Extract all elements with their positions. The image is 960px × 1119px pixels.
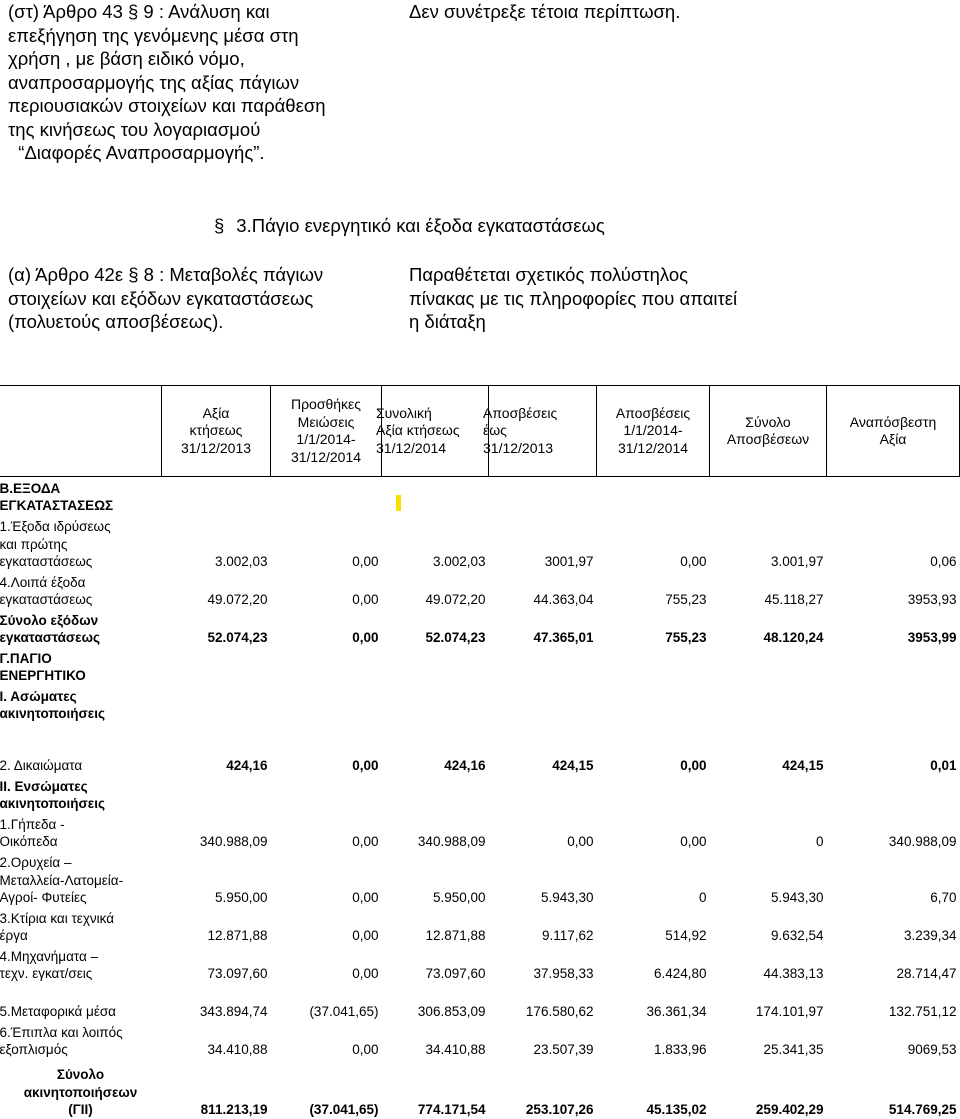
text-line: Δεν συνέτρεξε τέτοια περίπτωση. bbox=[409, 1, 681, 22]
header-line: 1/1/2014- bbox=[623, 422, 683, 439]
value-cell bbox=[271, 685, 382, 723]
label-line: Σύνολο εξόδων bbox=[0, 612, 99, 628]
value-cell: 0,00 bbox=[680, 758, 707, 773]
value-cell: 174.101,97 bbox=[755, 1004, 824, 1019]
value-cell bbox=[597, 775, 710, 813]
header-line: Αναπόσβεστη bbox=[849, 413, 937, 430]
value-cell bbox=[710, 477, 827, 515]
header-line: κτήσεως bbox=[189, 422, 243, 439]
value-cell bbox=[597, 477, 710, 515]
label-line: Β.ΕΞΟΔΑ bbox=[0, 480, 61, 496]
value-cell bbox=[382, 477, 489, 515]
row-label bbox=[0, 907, 162, 945]
row-label bbox=[0, 571, 162, 609]
value-cell: 253.107,26 bbox=[525, 1102, 594, 1117]
label-line: και πρώτης bbox=[0, 536, 68, 552]
value-cell bbox=[162, 477, 271, 515]
value-cell: 25.341,35 bbox=[763, 1042, 824, 1057]
value-cell bbox=[382, 685, 489, 723]
value-cell: 340.988,09 bbox=[888, 834, 957, 849]
text-line: η διάταξη bbox=[409, 311, 486, 332]
header-line: 1/1/2014- bbox=[296, 431, 356, 447]
value-cell: 0,00 bbox=[352, 1042, 379, 1057]
label-line: εγκαταστάσεως bbox=[0, 554, 93, 569]
value-cell: 5.943,30 bbox=[770, 890, 824, 905]
value-cell: 514.769,25 bbox=[888, 1102, 957, 1117]
value-cell: (37.041,65) bbox=[309, 1004, 379, 1019]
table-row bbox=[0, 813, 960, 851]
column-header bbox=[0, 386, 162, 477]
label-line: εγκαταστάσεως bbox=[0, 592, 93, 607]
table-row bbox=[0, 647, 960, 685]
value-cell: 3953,93 bbox=[907, 592, 957, 607]
text-line: χρήση , με βάση ειδικό νόμο, bbox=[8, 48, 245, 69]
value-cell: 6.424,80 bbox=[653, 966, 707, 981]
article-42e-paragraph bbox=[8, 263, 368, 334]
column-header bbox=[483, 386, 597, 477]
label-line: (ΓΙΙ) bbox=[68, 1102, 93, 1117]
article-42e-answer bbox=[409, 263, 829, 334]
text-line: (α) Άρθρο 42ε § 8 : Μεταβολές πάγιων bbox=[8, 264, 324, 285]
value-cell: 0,00 bbox=[352, 758, 379, 773]
text-line: “Διαφορές Αναπροσαρμογής”. bbox=[8, 142, 265, 163]
column-header bbox=[271, 386, 382, 477]
value-cell: 0,00 bbox=[352, 966, 379, 981]
text-line: της κινήσεως του λογαριασμού bbox=[8, 118, 261, 140]
value-cell: 5.950,00 bbox=[214, 890, 268, 905]
value-cell: 48.120,24 bbox=[763, 630, 824, 645]
table-row bbox=[0, 907, 960, 945]
value-cell: 12.871,88 bbox=[207, 928, 268, 943]
label-line: ΕΓΚΑΤΑΣΤΑΣΕΩΣ bbox=[0, 498, 114, 513]
value-cell bbox=[489, 775, 597, 813]
value-cell: 3.001,97 bbox=[770, 554, 824, 569]
header-line: Προσθήκες bbox=[290, 396, 362, 412]
label-line: εξοπλισμός bbox=[0, 1042, 68, 1057]
value-cell: 343.894,74 bbox=[199, 1004, 268, 1019]
row-label bbox=[0, 813, 162, 851]
value-cell: 340.988,09 bbox=[199, 834, 268, 849]
value-cell: 424,16 bbox=[444, 758, 486, 773]
value-cell: 424,15 bbox=[782, 758, 824, 773]
value-cell: 0,06 bbox=[930, 554, 957, 569]
row-label bbox=[0, 945, 162, 983]
value-cell bbox=[710, 775, 827, 813]
label-line: Αγροί- Φυτείες bbox=[0, 890, 87, 905]
value-cell: 259.402,29 bbox=[755, 1102, 824, 1117]
label-line: 3.Κτίρια και τεχνικά bbox=[0, 910, 115, 926]
value-cell bbox=[162, 685, 271, 723]
header-line: Μειώσεις bbox=[297, 413, 355, 430]
value-cell: 12.871,88 bbox=[425, 928, 486, 943]
value-cell: 0,00 bbox=[352, 928, 379, 943]
label-line: Μεταλλεία-Λατομεία- bbox=[0, 872, 124, 888]
label-line: 5.Μεταφορικά μέσα bbox=[0, 1004, 116, 1019]
header-line: 31/12/2014 bbox=[376, 439, 447, 456]
value-cell: 0,00 bbox=[352, 592, 379, 607]
column-header bbox=[597, 386, 710, 477]
row-label bbox=[0, 723, 162, 775]
label-line: ΙΙ. Ενσώματες bbox=[0, 778, 88, 794]
label-line: 4.Μηχανήματα – bbox=[0, 948, 99, 964]
table-row bbox=[0, 723, 960, 775]
value-cell bbox=[710, 685, 827, 723]
label-line: ακινητοποιήσεις bbox=[0, 706, 105, 721]
value-cell: 0,00 bbox=[352, 890, 379, 905]
value-cell: 811.213,19 bbox=[200, 1102, 268, 1117]
value-cell: 9.632,54 bbox=[770, 928, 824, 943]
value-cell: (37.041,65) bbox=[309, 1102, 379, 1117]
value-cell: 34.410,88 bbox=[425, 1042, 486, 1057]
value-cell bbox=[827, 647, 960, 685]
column-header bbox=[710, 386, 827, 477]
value-cell bbox=[162, 647, 271, 685]
value-cell: 424,16 bbox=[226, 758, 268, 773]
value-cell: 755,23 bbox=[665, 592, 707, 607]
value-cell: 1.833,96 bbox=[653, 1042, 707, 1057]
value-cell bbox=[827, 477, 960, 515]
header-line: Αποσβέσεις bbox=[615, 404, 691, 421]
value-cell bbox=[827, 685, 960, 723]
value-cell: 0 bbox=[698, 890, 707, 905]
section-heading bbox=[214, 215, 605, 237]
text-line: στοιχείων και εξόδων εγκαταστάσεως bbox=[8, 287, 314, 309]
value-cell: 3953,99 bbox=[907, 630, 957, 645]
header-line: Αξία bbox=[879, 431, 907, 447]
column-header bbox=[376, 386, 489, 477]
value-cell: 0,00 bbox=[680, 834, 707, 849]
value-cell: 36.361,34 bbox=[646, 1004, 707, 1019]
value-cell: 52.074,23 bbox=[207, 630, 268, 645]
table-row bbox=[0, 571, 960, 609]
row-label bbox=[0, 477, 162, 515]
text-line: (στ) Άρθρο 43 § 9 : Ανάλυση και bbox=[8, 1, 270, 22]
value-cell: 0,00 bbox=[352, 834, 379, 849]
value-cell: 23.507,39 bbox=[533, 1042, 594, 1057]
value-cell: 3001,97 bbox=[544, 554, 594, 569]
value-cell: 37.958,33 bbox=[533, 966, 594, 981]
label-line: 6.Έπιπλα και λοιπός bbox=[0, 1024, 123, 1040]
value-cell: 0,01 bbox=[930, 758, 957, 773]
label-line: Γ.ΠΑΓΙΟ bbox=[0, 650, 52, 666]
row-label bbox=[0, 685, 162, 723]
header-line: 31/12/2013 bbox=[483, 439, 554, 456]
value-cell: 47.365,01 bbox=[533, 630, 594, 645]
table-row bbox=[0, 945, 960, 983]
value-cell bbox=[597, 685, 710, 723]
label-line: Ι. Ασώματες bbox=[0, 688, 77, 704]
value-cell: 514,92 bbox=[665, 928, 707, 943]
value-cell: 0,00 bbox=[680, 554, 707, 569]
column-header bbox=[162, 386, 271, 477]
value-cell: 0,00 bbox=[352, 554, 379, 569]
value-cell bbox=[162, 775, 271, 813]
value-cell: 0,00 bbox=[352, 630, 379, 645]
value-cell: 424,15 bbox=[552, 758, 594, 773]
value-cell: 28.714,47 bbox=[896, 966, 957, 981]
label-line: έργα bbox=[0, 928, 28, 943]
header-line: Αποσβέσεων bbox=[726, 431, 810, 447]
value-cell: 44.363,04 bbox=[533, 592, 594, 607]
value-cell bbox=[382, 647, 489, 685]
table-row bbox=[0, 609, 960, 647]
header-line: Σύνολο bbox=[745, 413, 791, 430]
value-cell: 340.988,09 bbox=[417, 834, 486, 849]
value-cell: 44.383,13 bbox=[763, 966, 824, 981]
value-cell: 755,23 bbox=[665, 630, 707, 645]
label-line: εγκαταστάσεως bbox=[0, 630, 100, 645]
section-sign-icon: § bbox=[214, 215, 225, 236]
header-line: Αξία κτήσεως bbox=[376, 422, 460, 439]
value-cell: 45.135,02 bbox=[646, 1102, 707, 1117]
text-line: (πολυετούς αποσβέσεως). bbox=[8, 311, 224, 332]
value-cell: 3.002,03 bbox=[214, 554, 268, 569]
label-line: 1.Έξοδα ιδρύσεως bbox=[0, 519, 111, 534]
row-label bbox=[0, 775, 162, 813]
label-line: 4.Λοιπά έξοδα bbox=[0, 574, 86, 590]
label-line: ακινητοποιήσεις bbox=[0, 796, 105, 811]
fixed-assets-table bbox=[0, 385, 960, 1119]
article-43-paragraph bbox=[8, 0, 388, 165]
value-cell bbox=[597, 647, 710, 685]
header-line: 31/12/2014 bbox=[290, 448, 362, 465]
value-cell: 9.117,62 bbox=[541, 928, 594, 943]
value-cell: 73.097,60 bbox=[207, 966, 268, 981]
table-row bbox=[0, 983, 960, 1021]
row-label bbox=[0, 609, 162, 647]
value-cell: 774.171,54 bbox=[417, 1102, 486, 1117]
value-cell: 176.580,62 bbox=[525, 1004, 594, 1019]
value-cell bbox=[710, 647, 827, 685]
label-line: ΕΝΕΡΓΗΤΙΚΟ bbox=[0, 668, 86, 683]
value-cell: 49.072,20 bbox=[425, 592, 486, 607]
label-line: ακινητοποιήσεων bbox=[23, 1084, 138, 1100]
header-line: Αξία bbox=[202, 404, 230, 421]
table-row bbox=[0, 515, 960, 571]
value-cell bbox=[382, 775, 489, 813]
row-label bbox=[0, 647, 162, 685]
table-header-row bbox=[0, 386, 960, 477]
row-label bbox=[0, 983, 162, 1021]
header-line: 31/12/2014 bbox=[617, 439, 689, 456]
row-label bbox=[0, 851, 162, 907]
value-cell bbox=[489, 477, 597, 515]
value-cell bbox=[827, 775, 960, 813]
section-title: 3.Πάγιο ενεργητικό και έξοδα εγκαταστάσεως bbox=[236, 215, 605, 236]
value-cell: 5.943,30 bbox=[540, 890, 594, 905]
text-line: επεξήγηση της γενόμενης μέσα στη bbox=[8, 24, 299, 46]
value-cell: 52.074,23 bbox=[425, 630, 486, 645]
value-cell: 132.751,12 bbox=[888, 1004, 957, 1019]
label-line: 2.Ορυχεία – bbox=[0, 855, 72, 870]
row-label bbox=[0, 515, 162, 571]
label-line: τεχν. εγκατ/σεις bbox=[0, 966, 93, 981]
table-row bbox=[0, 775, 960, 813]
text-line: περιουσιακών στοιχείων και παράθεση bbox=[8, 95, 326, 116]
text-line: πίνακας με τις πληροφορίες που απαιτεί bbox=[409, 287, 738, 309]
header-line: έως bbox=[483, 422, 507, 439]
label-line: Οικόπεδα bbox=[0, 834, 58, 849]
value-cell: 73.097,60 bbox=[425, 966, 486, 981]
value-cell: 0,00 bbox=[567, 834, 594, 849]
value-cell: 45.118,27 bbox=[764, 592, 824, 607]
text-line: αναπροσαρμογής της αξίας πάγιων bbox=[8, 71, 300, 93]
table-row bbox=[0, 685, 960, 723]
value-cell bbox=[271, 647, 382, 685]
text-line: Παραθέτεται σχετικός πολύστηλος bbox=[409, 264, 689, 285]
table-row bbox=[0, 1021, 960, 1059]
value-cell: 5.950,00 bbox=[432, 890, 486, 905]
table-row bbox=[0, 851, 960, 907]
header-line: 31/12/2013 bbox=[180, 439, 252, 456]
value-cell bbox=[489, 685, 597, 723]
table-row bbox=[0, 477, 960, 515]
table-row bbox=[0, 1059, 960, 1119]
row-label bbox=[0, 1021, 162, 1059]
article-43-answer bbox=[409, 0, 929, 24]
header-line: Αποσβέσεις bbox=[483, 404, 558, 421]
header-line: Συνολική bbox=[376, 404, 432, 421]
label-line: 2. Δικαιώματα bbox=[0, 758, 83, 773]
value-cell bbox=[271, 477, 382, 515]
value-cell: 9069,53 bbox=[907, 1042, 957, 1057]
value-cell bbox=[489, 647, 597, 685]
value-cell: 3.239,34 bbox=[903, 928, 957, 943]
value-cell: 0 bbox=[815, 834, 824, 849]
row-label bbox=[0, 1059, 162, 1119]
label-line: 1.Γήπεδα - bbox=[0, 816, 65, 832]
value-cell: 306.853,09 bbox=[417, 1004, 486, 1019]
value-cell: 6,70 bbox=[930, 890, 957, 905]
column-header bbox=[827, 386, 960, 477]
label-line: Σύνολο bbox=[56, 1067, 105, 1082]
value-cell: 3.002,03 bbox=[432, 554, 486, 569]
value-cell bbox=[271, 775, 382, 813]
value-cell: 34.410,88 bbox=[207, 1042, 268, 1057]
value-cell: 49.072,20 bbox=[207, 592, 268, 607]
